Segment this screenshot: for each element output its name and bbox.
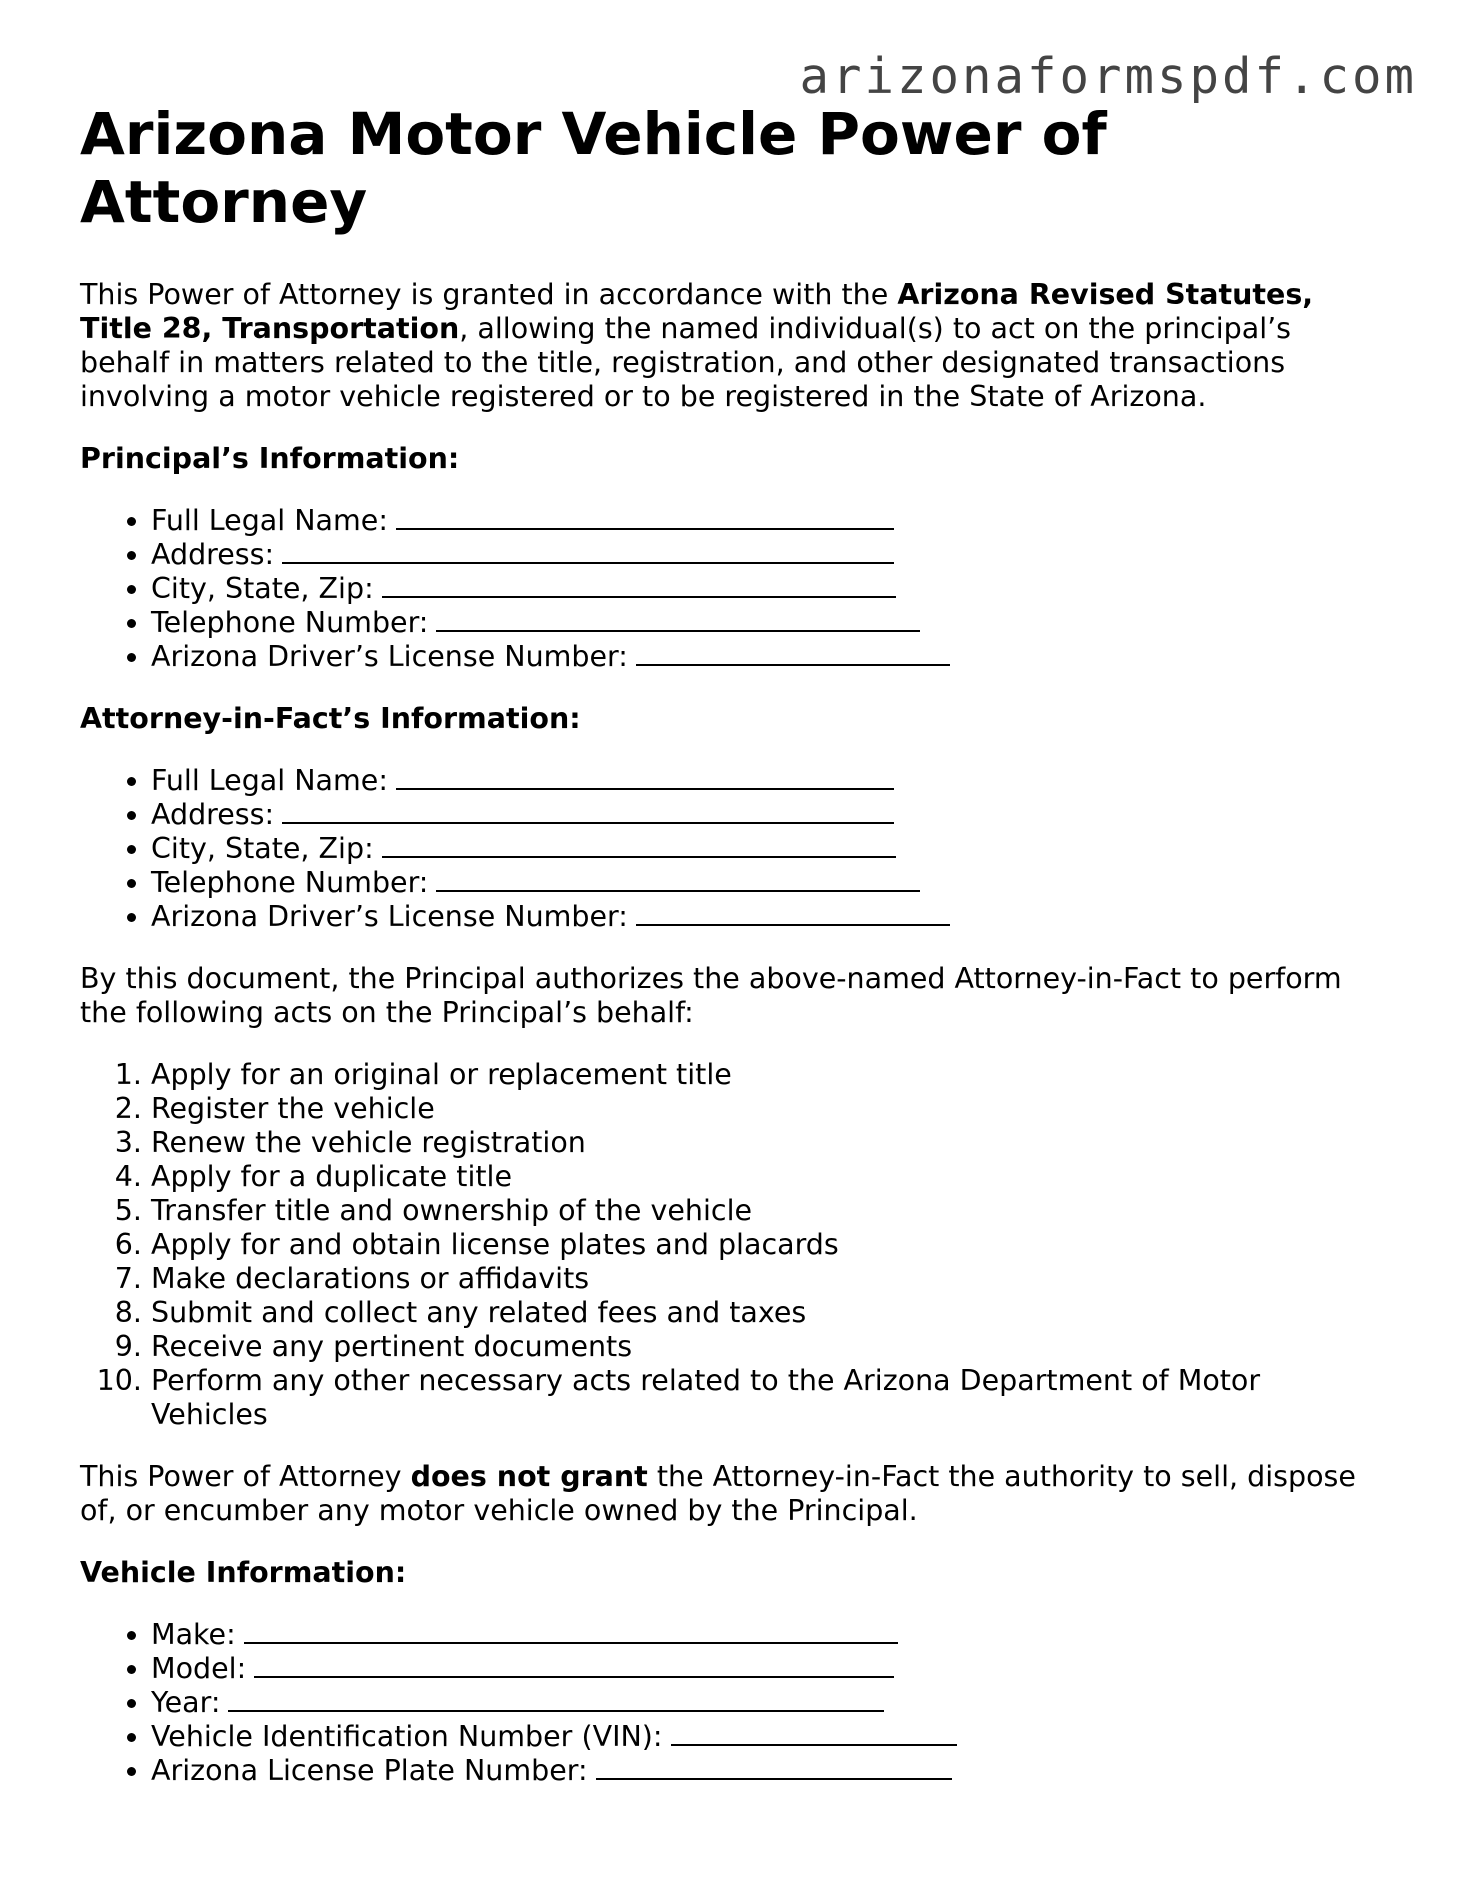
principal-telephone-field bbox=[151, 606, 1380, 640]
attorney-heading: Attorney-in-Fact’s Information: bbox=[80, 702, 581, 735]
vehicle-plate-field bbox=[151, 1754, 1380, 1788]
authorized-acts-list bbox=[80, 1058, 1380, 1432]
document-body bbox=[80, 100, 1380, 1788]
act-item: 7. Make declarations or affidavits bbox=[151, 1262, 1380, 1296]
act-item: 2. Register the vehicle bbox=[151, 1092, 1380, 1126]
vehicle-vin-blank[interactable] bbox=[671, 1720, 957, 1746]
attorney-address-field bbox=[151, 798, 1380, 832]
document-title: Arizona Motor Vehicle Power of Attorney bbox=[80, 100, 1107, 236]
principal-fields bbox=[80, 504, 1380, 674]
field-label: Arizona Driver’s License Number: bbox=[151, 900, 628, 933]
field-label: City, State, Zip: bbox=[151, 832, 374, 865]
attorney-city-state-zip-blank[interactable] bbox=[382, 832, 896, 858]
act-item: 9. Receive any pertinent documents bbox=[151, 1330, 1380, 1364]
attorney-telephone-field bbox=[151, 866, 1380, 900]
act-item: 5. Transfer title and ownership of the vehicle bbox=[151, 1194, 1380, 1228]
vehicle-fields bbox=[80, 1618, 1380, 1788]
attorney-address-blank[interactable] bbox=[282, 798, 894, 824]
vehicle-heading: Vehicle Information: bbox=[80, 1556, 407, 1589]
vehicle-plate-blank[interactable] bbox=[596, 1754, 952, 1780]
intro-paragraph bbox=[80, 278, 1380, 414]
field-label: Vehicle Identification Number (VIN): bbox=[151, 1720, 663, 1753]
attorney-telephone-blank[interactable] bbox=[436, 866, 920, 892]
principal-full-name-field bbox=[151, 504, 1380, 538]
act-item: 3. Renew the vehicle registration bbox=[151, 1126, 1380, 1160]
attorney-full-name-blank[interactable] bbox=[396, 764, 894, 790]
limitation-emphasis: does not grant bbox=[410, 1460, 648, 1493]
act-item: 6. Apply for and obtain license plates and placards bbox=[151, 1228, 1380, 1262]
principal-address-field bbox=[151, 538, 1380, 572]
principal-full-name-blank[interactable] bbox=[396, 504, 894, 530]
principal-license-field bbox=[151, 640, 1380, 674]
limitation-text-continued: the Attorney-in-Fact the authority to sell, dispose of, or encumber any motor vehicle owned by the Principal. bbox=[80, 1460, 1356, 1527]
field-label: Arizona Driver’s License Number: bbox=[151, 640, 628, 673]
vehicle-make-blank[interactable] bbox=[244, 1618, 898, 1644]
intro-text-continued: , allowing the named individual(s) to act on the principal’s behalf in matters related to the title, registration, and other designated transactions involving a motor vehicle registered or to be registered in the State of Arizona. bbox=[80, 312, 1292, 413]
vehicle-make-field bbox=[151, 1618, 1380, 1652]
attorney-license-field bbox=[151, 900, 1380, 934]
field-label: City, State, Zip: bbox=[151, 572, 374, 605]
field-label: Full Legal Name: bbox=[151, 504, 388, 537]
authorization-paragraph: By this document, the Principal authorizes the above-named Attorney-in-Fact to perform the following acts on the Principal’s behalf: bbox=[80, 962, 1342, 1029]
vehicle-model-field bbox=[151, 1652, 1380, 1686]
act-item: 1. Apply for an original or replacement title bbox=[151, 1058, 1380, 1092]
vehicle-year-blank[interactable] bbox=[228, 1686, 884, 1712]
field-label: Model: bbox=[151, 1652, 247, 1685]
principal-address-blank[interactable] bbox=[282, 538, 894, 564]
act-item: 4. Apply for a duplicate title bbox=[151, 1160, 1380, 1194]
field-label: Telephone Number: bbox=[151, 866, 429, 899]
field-label: Address: bbox=[151, 538, 275, 571]
principal-license-blank[interactable] bbox=[636, 640, 950, 666]
principal-telephone-blank[interactable] bbox=[436, 606, 920, 632]
field-label: Telephone Number: bbox=[151, 606, 429, 639]
field-label: Make: bbox=[151, 1618, 236, 1651]
principal-city-state-zip-blank[interactable] bbox=[382, 572, 896, 598]
vehicle-vin-field bbox=[151, 1720, 1380, 1754]
principal-city-state-zip-field bbox=[151, 572, 1380, 606]
statute-reference: Arizona Revised Statutes, Title 28, Transportation bbox=[80, 278, 1314, 345]
principal-heading: Principal’s Information: bbox=[80, 442, 460, 475]
field-label: Year: bbox=[151, 1686, 221, 1719]
field-label: Address: bbox=[151, 798, 275, 831]
act-item: 8. Submit and collect any related fees and taxes bbox=[151, 1296, 1380, 1330]
intro-text: This Power of Attorney is granted in accordance with the bbox=[80, 278, 898, 311]
limitation-paragraph bbox=[80, 1460, 1380, 1528]
attorney-full-name-field bbox=[151, 764, 1380, 798]
vehicle-year-field bbox=[151, 1686, 1380, 1720]
vehicle-model-blank[interactable] bbox=[254, 1652, 894, 1678]
field-label: Arizona License Plate Number: bbox=[151, 1754, 588, 1787]
limitation-text: This Power of Attorney bbox=[80, 1460, 411, 1493]
watermark: arizonaformspdf.com bbox=[799, 48, 1417, 105]
attorney-fields bbox=[80, 764, 1380, 934]
field-label: Full Legal Name: bbox=[151, 764, 388, 797]
act-item: 10. Perform any other necessary acts related to the Arizona Department of Motor Vehicles bbox=[151, 1364, 1380, 1432]
attorney-city-state-zip-field bbox=[151, 832, 1380, 866]
attorney-license-blank[interactable] bbox=[636, 900, 950, 926]
